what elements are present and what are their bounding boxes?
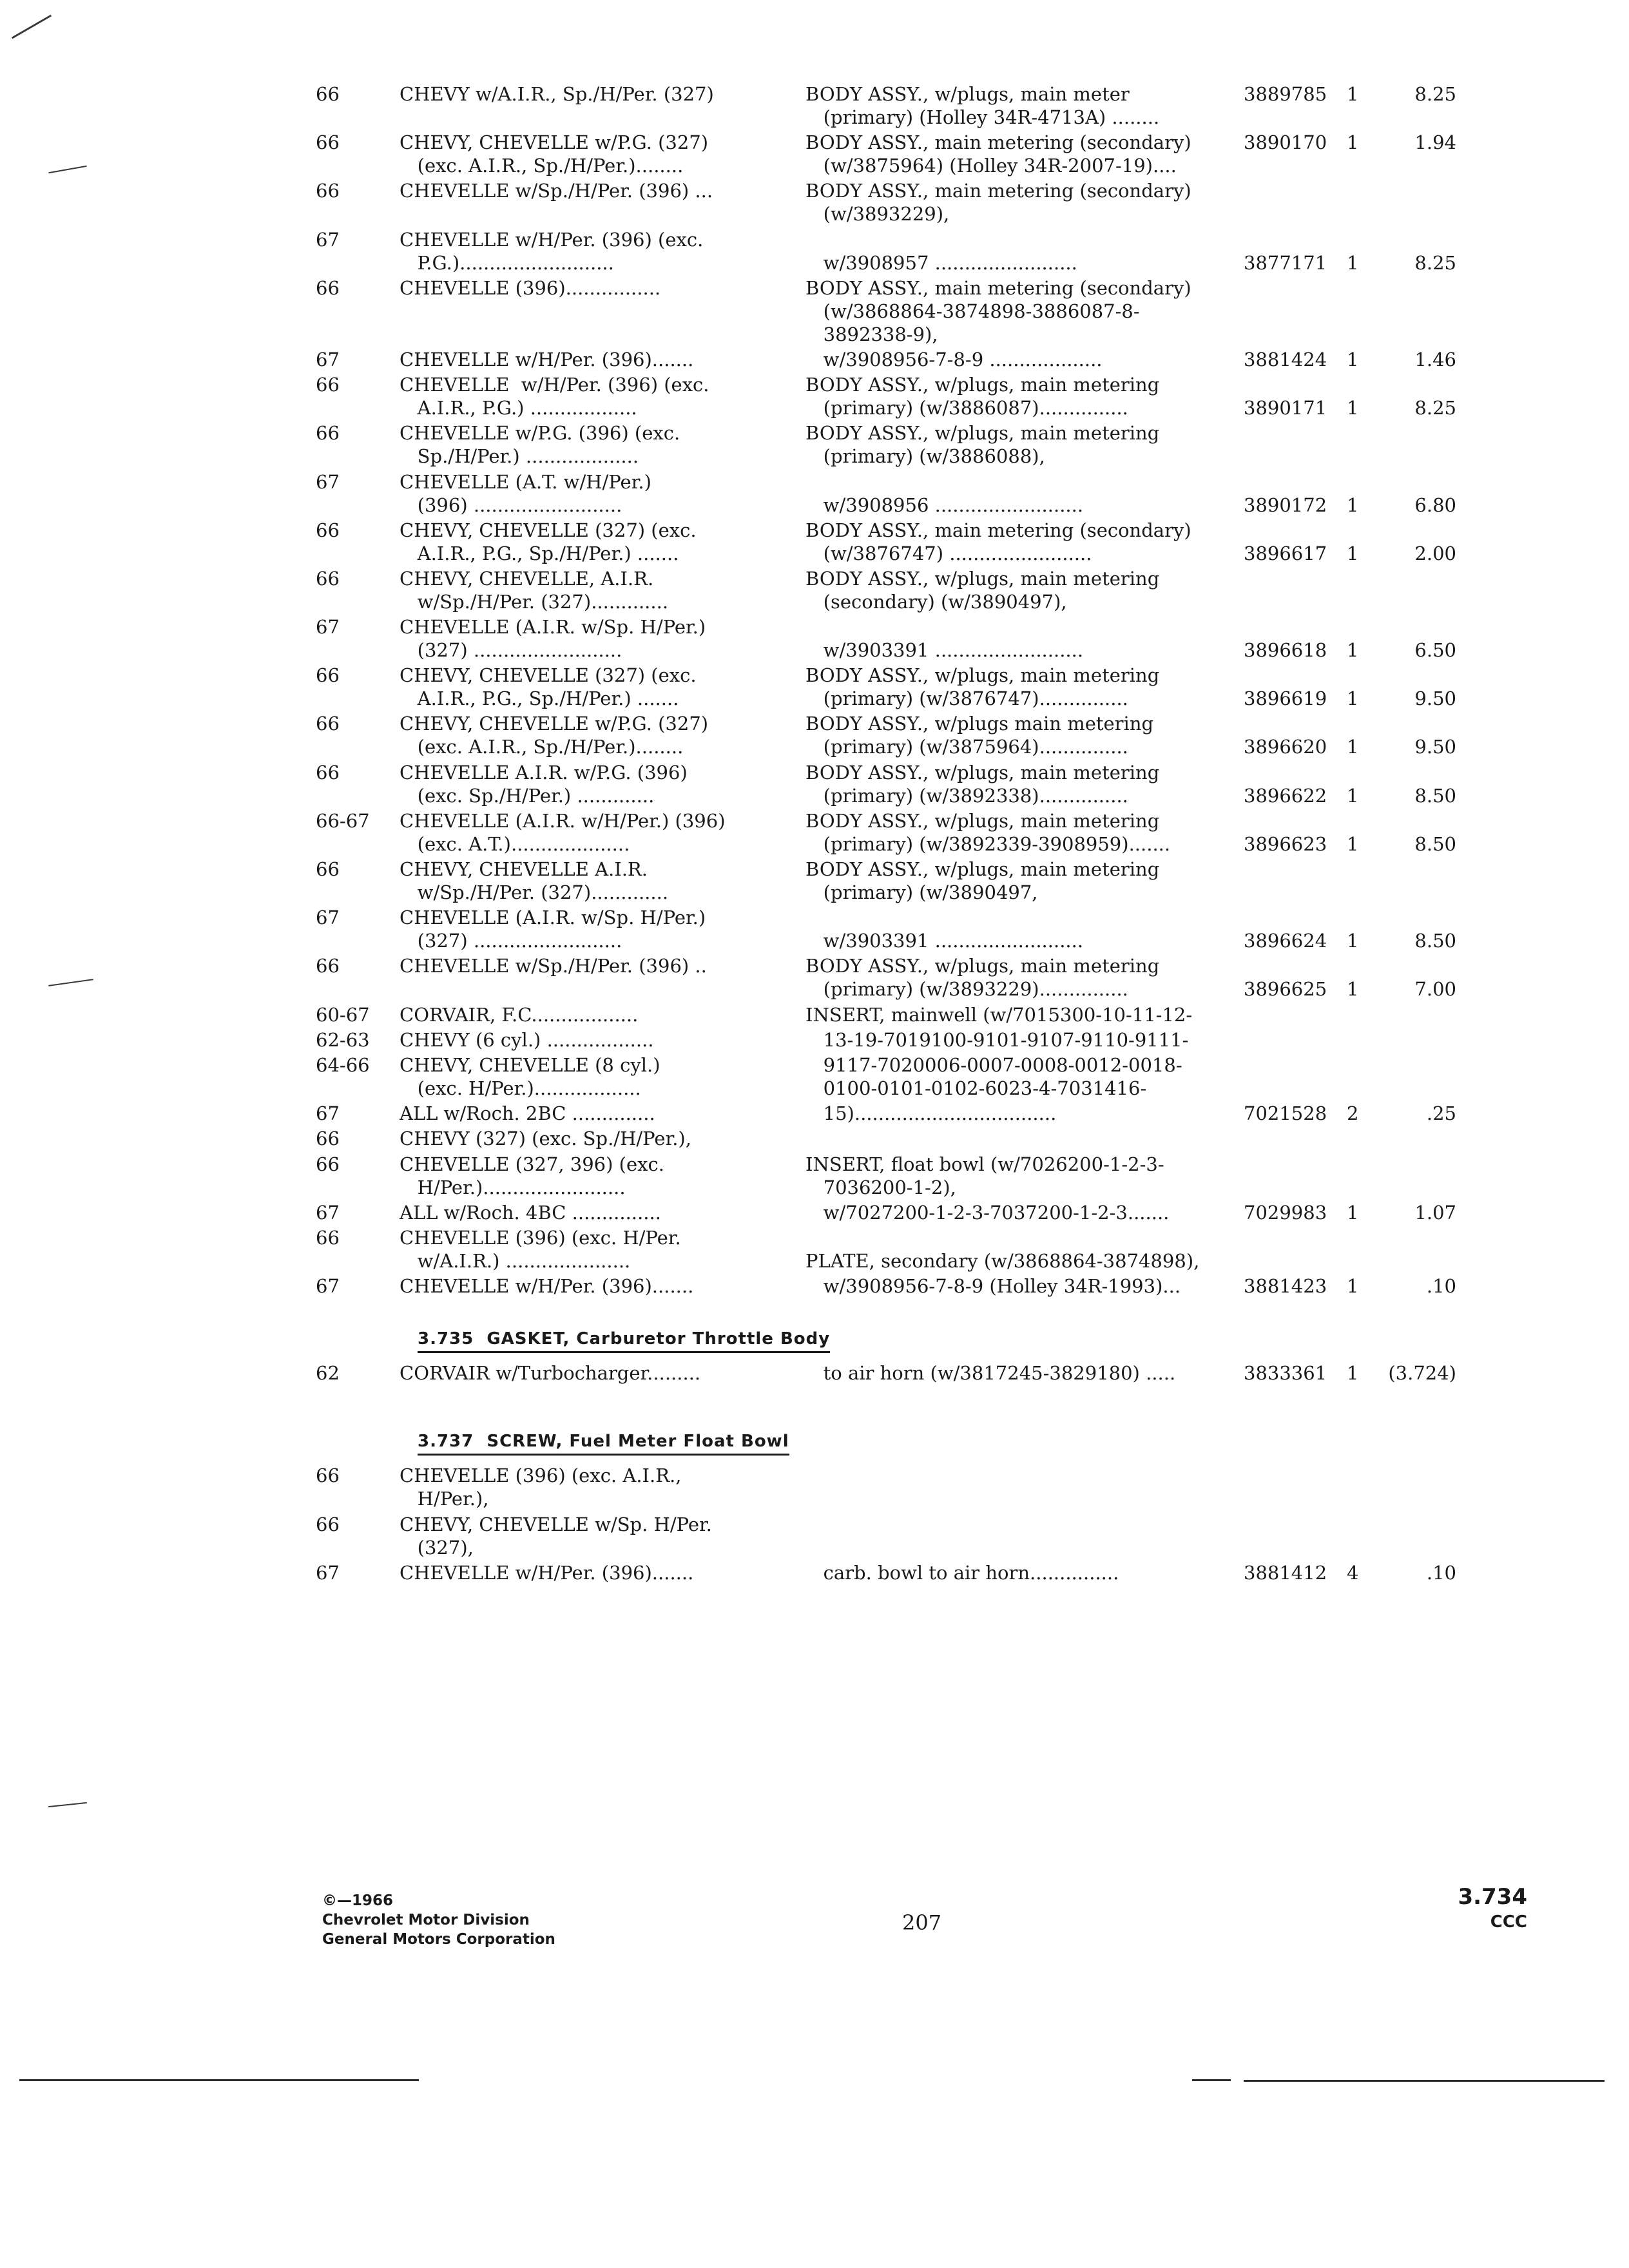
price: 8.25 bbox=[1414, 83, 1456, 105]
description: BODY ASSY., w/plugs, main metering (primary) (w/3890497, bbox=[805, 858, 1160, 903]
part-number: 3896623 bbox=[1244, 832, 1327, 855]
quantity: 1 bbox=[1347, 736, 1359, 758]
application: CHEVELLE (327, 396) (exc. H/Per.)........................ bbox=[400, 1153, 664, 1198]
part-number: 3890170 bbox=[1244, 131, 1327, 154]
parts-entry bbox=[0, 761, 1629, 809]
application: CHEVELLE (396)................ bbox=[400, 276, 661, 299]
price: 9.50 bbox=[1414, 736, 1456, 758]
model-year: 66 bbox=[316, 374, 340, 396]
parts-entry bbox=[0, 1513, 1629, 1561]
quantity: 1 bbox=[1347, 784, 1359, 807]
quantity: 1 bbox=[1347, 832, 1359, 855]
price: 8.50 bbox=[1414, 832, 1456, 855]
parts-entry bbox=[0, 348, 1629, 373]
margin-mark bbox=[12, 15, 52, 39]
application: CHEVELLE w/P.G. (396) (exc. Sp./H/Per.) ................... bbox=[400, 422, 680, 468]
description: BODY ASSY., main metering (secondary) (w/3876747) ........................ bbox=[805, 519, 1191, 564]
application: CORVAIR, F.C.................. bbox=[400, 1003, 639, 1026]
application: CHEVY, CHEVELLE w/P.G. (327) (exc. A.I.R., Sp./H/Per.)........ bbox=[400, 713, 709, 758]
parts-entry bbox=[0, 1561, 1629, 1586]
model-year: 66 bbox=[316, 1128, 340, 1150]
price: 9.50 bbox=[1414, 687, 1456, 710]
model-year: 67 bbox=[316, 348, 340, 370]
model-year: 67 bbox=[316, 616, 340, 639]
parts-entry bbox=[0, 567, 1629, 615]
description: to air horn (w/3817245-3829180) ..... bbox=[805, 1362, 1176, 1385]
price: 8.25 bbox=[1414, 397, 1456, 419]
application: CHEVELLE A.I.R. w/P.G. (396) (exc. Sp./H/Per.) ............. bbox=[400, 761, 688, 807]
description: w/3903391 ......................... bbox=[823, 930, 1084, 952]
model-year: 66 bbox=[316, 1153, 340, 1175]
application: CHEVY, CHEVELLE (8 cyl.) (exc. H/Per.).................. bbox=[400, 1053, 660, 1099]
part-number: 3896622 bbox=[1244, 784, 1327, 807]
price: 8.25 bbox=[1414, 251, 1456, 274]
bottom-rule bbox=[1244, 2080, 1605, 2082]
model-year: 66 bbox=[316, 519, 340, 541]
copyright: ©—1966 bbox=[322, 1892, 394, 1909]
model-year: 66 bbox=[316, 1226, 340, 1249]
division-name: Chevrolet Motor Division bbox=[322, 1912, 530, 1928]
bottom-rule bbox=[19, 2079, 419, 2081]
price: 6.50 bbox=[1414, 639, 1456, 662]
price: (3.724) bbox=[1388, 1362, 1456, 1385]
model-year: 66 bbox=[316, 180, 340, 202]
part-number: 3833361 bbox=[1244, 1362, 1327, 1385]
main-entries bbox=[0, 82, 1629, 1300]
part-number: 3877171 bbox=[1244, 251, 1327, 274]
parts-entry bbox=[0, 712, 1629, 760]
application: CHEVELLE w/H/Per. (396) (exc. A.I.R., P.G.) .................. bbox=[400, 374, 709, 419]
model-year: 67 bbox=[316, 1201, 340, 1224]
model-year: 67 bbox=[316, 907, 340, 929]
price: 8.50 bbox=[1414, 784, 1456, 807]
description: BODY ASSY., w/plugs main metering (primary) (w/3875964)............... bbox=[805, 713, 1154, 758]
application: CHEVY, CHEVELLE w/Sp. H/Per. (327), bbox=[400, 1513, 712, 1559]
parts-entry bbox=[0, 421, 1629, 470]
description: w/3908956-7-8-9 ................... bbox=[805, 348, 1103, 370]
parts-entry bbox=[0, 1226, 1629, 1274]
part-number: 3881423 bbox=[1244, 1275, 1327, 1298]
price: 1.07 bbox=[1414, 1201, 1456, 1224]
model-year: 66-67 bbox=[316, 809, 370, 832]
section-heading-screw bbox=[0, 1402, 1629, 1464]
application: CHEVY, CHEVELLE (327) (exc. A.I.R., P.G., Sp./H/Per.) ....... bbox=[400, 519, 697, 564]
parts-entry bbox=[0, 1102, 1629, 1127]
price: .10 bbox=[1426, 1275, 1456, 1298]
quantity: 1 bbox=[1347, 978, 1359, 1001]
application: CHEVELLE (396) (exc. A.I.R., H/Per.), bbox=[400, 1465, 682, 1510]
quantity: 1 bbox=[1347, 348, 1359, 370]
quantity: 1 bbox=[1347, 542, 1359, 564]
parts-entry bbox=[0, 131, 1629, 179]
parts-entry bbox=[0, 1464, 1629, 1512]
description: BODY ASSY., w/plugs, main metering (primary) (w/3892339-3908959)....... bbox=[805, 809, 1171, 855]
part-number: 3889785 bbox=[1244, 83, 1327, 105]
model-year: 66 bbox=[316, 955, 340, 977]
application: CHEVELLE w/Sp./H/Per. (396) .. bbox=[400, 955, 707, 977]
quantity: 1 bbox=[1347, 131, 1359, 154]
price: .25 bbox=[1426, 1102, 1456, 1125]
application: CHEVELLE (A.I.R. w/Sp. H/Per.) (327) ......................... bbox=[400, 907, 706, 952]
quantity: 1 bbox=[1347, 1362, 1359, 1385]
part-number: 3881412 bbox=[1244, 1561, 1327, 1584]
parts-entry bbox=[0, 858, 1629, 906]
description: BODY ASSY., main metering (secondary) (w/3875964) (Holley 34R-2007-19).... bbox=[805, 131, 1191, 177]
quantity: 1 bbox=[1347, 930, 1359, 952]
description: w/3908957 ........................ bbox=[823, 251, 1077, 274]
parts-entry bbox=[0, 179, 1629, 227]
price: 1.94 bbox=[1414, 131, 1456, 154]
model-year: 64-66 bbox=[316, 1053, 370, 1076]
application: CHEVY, CHEVELLE w/P.G. (327) (exc. A.I.R., Sp./H/Per.)........ bbox=[400, 131, 709, 177]
application: CHEVY (327) (exc. Sp./H/Per.), bbox=[400, 1128, 691, 1150]
screw-entries bbox=[0, 1464, 1629, 1586]
parts-entry bbox=[0, 809, 1629, 858]
parts-entry bbox=[0, 373, 1629, 421]
parts-entry bbox=[0, 615, 1629, 664]
parts-entry bbox=[0, 1274, 1629, 1300]
parts-entry bbox=[0, 82, 1629, 131]
description: INSERT, float bowl (w/7026200-1-2-3- 7036200-1-2), bbox=[805, 1153, 1164, 1198]
parts-entry bbox=[0, 276, 1629, 348]
quantity: 1 bbox=[1347, 639, 1359, 662]
model-year: 67 bbox=[316, 470, 340, 493]
price: .10 bbox=[1426, 1561, 1456, 1584]
quantity: 1 bbox=[1347, 1275, 1359, 1298]
corporation-name: General Motors Corporation bbox=[322, 1931, 555, 1948]
description: w/3908956-7-8-9 (Holley 34R-1993)... bbox=[805, 1275, 1181, 1298]
description: 9117-7020006-0007-0008-0012-0018- 0100-0101-0102-6023-4-7031416- bbox=[823, 1053, 1182, 1099]
parts-entry bbox=[0, 1201, 1629, 1226]
quantity: 1 bbox=[1347, 397, 1359, 419]
application: CHEVELLE (A.I.R. w/Sp. H/Per.) (327) ......................... bbox=[400, 616, 706, 662]
model-year: 66 bbox=[316, 664, 340, 687]
description: w/3903391 ......................... bbox=[823, 639, 1084, 662]
part-number: 3890172 bbox=[1244, 494, 1327, 516]
part-number: 7029983 bbox=[1244, 1201, 1327, 1224]
parts-list bbox=[0, 82, 1629, 1586]
description: 15).................................. bbox=[805, 1102, 1057, 1125]
description: BODY ASSY., w/plugs, main metering (primary) (w/3892338)............... bbox=[805, 761, 1160, 807]
model-year: 62 bbox=[316, 1362, 340, 1385]
price: 2.00 bbox=[1414, 542, 1456, 564]
part-number: 3896617 bbox=[1244, 542, 1327, 564]
model-year: 66 bbox=[316, 761, 340, 783]
part-number: 3881424 bbox=[1244, 348, 1327, 370]
quantity: 1 bbox=[1347, 251, 1359, 274]
section-title: 3.737 SCREW, Fuel Meter Float Bowl bbox=[418, 1432, 789, 1456]
parts-entry bbox=[0, 519, 1629, 567]
section-code: CCC bbox=[1490, 1912, 1527, 1932]
description: BODY ASSY., w/plugs, main metering (primary) (w/3876747)............... bbox=[805, 664, 1160, 710]
section-title: 3.735 GASKET, Carburetor Throttle Body bbox=[418, 1329, 830, 1353]
part-number: 3896625 bbox=[1244, 978, 1327, 1001]
quantity: 1 bbox=[1347, 494, 1359, 516]
parts-entry bbox=[0, 1003, 1629, 1028]
publisher-block bbox=[322, 1891, 555, 1949]
description: BODY ASSY., w/plugs, main meter (primary) (Holley 34R-4713A) ........ bbox=[805, 83, 1160, 128]
application: CHEVELLE w/H/Per. (396)....... bbox=[400, 1561, 694, 1584]
model-year: 66 bbox=[316, 713, 340, 735]
application: ALL w/Roch. 4BC ............... bbox=[400, 1201, 661, 1224]
parts-entry bbox=[0, 1053, 1629, 1102]
application: CHEVELLE (A.I.R. w/H/Per.) (396) (exc. A.T.).................... bbox=[400, 809, 726, 855]
description: carb. bowl to air horn............... bbox=[805, 1561, 1119, 1584]
description: BODY ASSY., w/plugs, main metering (primary) (w/3893229)............... bbox=[805, 955, 1160, 1001]
price: 7.00 bbox=[1414, 978, 1456, 1001]
model-year: 67 bbox=[316, 1561, 340, 1584]
part-number: 3890171 bbox=[1244, 397, 1327, 419]
parts-entry bbox=[0, 1028, 1629, 1053]
model-year: 67 bbox=[316, 228, 340, 251]
model-year: 66 bbox=[316, 858, 340, 880]
part-number: 3896619 bbox=[1244, 687, 1327, 710]
parts-entry bbox=[0, 906, 1629, 954]
parts-entry bbox=[0, 1153, 1629, 1201]
price: 6.80 bbox=[1414, 494, 1456, 516]
part-number: 7021528 bbox=[1244, 1102, 1327, 1125]
parts-entry bbox=[0, 1361, 1629, 1387]
model-year: 66 bbox=[316, 1465, 340, 1487]
parts-entry bbox=[0, 954, 1629, 1003]
description: 13-19-7019100-9101-9107-9110-9111- bbox=[805, 1028, 1189, 1051]
parts-entry bbox=[0, 228, 1629, 276]
application: CHEVY (6 cyl.) .................. bbox=[400, 1028, 654, 1051]
parts-entry bbox=[0, 664, 1629, 712]
model-year: 66 bbox=[316, 131, 340, 154]
model-year: 62-63 bbox=[316, 1028, 370, 1051]
description: w/7027200-1-2-3-7037200-1-2-3....... bbox=[805, 1201, 1170, 1224]
description: PLATE, secondary (w/3868864-3874898), bbox=[805, 1249, 1200, 1272]
margin-mark bbox=[48, 1802, 87, 1807]
model-year: 66 bbox=[316, 567, 340, 590]
application: ALL w/Roch. 2BC .............. bbox=[400, 1102, 655, 1125]
application: CHEVY, CHEVELLE, A.I.R. w/Sp./H/Per. (327)............. bbox=[400, 567, 669, 613]
application: CHEVELLE (396) (exc. H/Per. w/A.I.R.) ..................... bbox=[400, 1226, 681, 1272]
section-number: 3.734 bbox=[1458, 1884, 1527, 1910]
model-year: 66 bbox=[316, 1513, 340, 1535]
part-number: 3896618 bbox=[1244, 639, 1327, 662]
application: CHEVELLE w/H/Per. (396) (exc. P.G.).......................... bbox=[400, 228, 704, 274]
application: CHEVELLE w/H/Per. (396)....... bbox=[400, 348, 694, 370]
part-number: 3896620 bbox=[1244, 736, 1327, 758]
quantity: 4 bbox=[1347, 1561, 1359, 1584]
parts-entry bbox=[0, 470, 1629, 519]
price: 8.50 bbox=[1414, 930, 1456, 952]
application: CHEVELLE (A.T. w/H/Per.) (396) ......................... bbox=[400, 470, 651, 516]
application: CHEVY w/A.I.R., Sp./H/Per. (327) bbox=[400, 83, 714, 105]
description: BODY ASSY., main metering (secondary) (w/3893229), bbox=[805, 180, 1191, 226]
description: INSERT, mainwell (w/7015300-10-11-12- bbox=[805, 1003, 1193, 1026]
parts-entry bbox=[0, 1127, 1629, 1152]
description: BODY ASSY., w/plugs, main metering (primary) (w/3886087)............... bbox=[805, 374, 1160, 419]
page-number: 207 bbox=[902, 1910, 942, 1935]
description: BODY ASSY., w/plugs, main metering (secondary) (w/3890497), bbox=[805, 567, 1160, 613]
application: CORVAIR w/Turbocharger......... bbox=[400, 1362, 701, 1385]
description: BODY ASSY., main metering (secondary) (w/3868864-3874898-3886087-8- 3892338-9), bbox=[805, 276, 1191, 345]
quantity: 1 bbox=[1347, 83, 1359, 105]
application: CHEVELLE w/Sp./H/Per. (396) ... bbox=[400, 180, 713, 202]
part-number: 3896624 bbox=[1244, 930, 1327, 952]
model-year: 67 bbox=[316, 1102, 340, 1125]
description: BODY ASSY., w/plugs, main metering (primary) (w/3886088), bbox=[805, 422, 1160, 468]
bottom-rule bbox=[1192, 2079, 1231, 2081]
description: w/3908956 ......................... bbox=[823, 494, 1084, 516]
section-heading-gasket bbox=[0, 1300, 1629, 1361]
price: 1.46 bbox=[1414, 348, 1456, 370]
quantity: 1 bbox=[1347, 1201, 1359, 1224]
model-year: 66 bbox=[316, 83, 340, 105]
model-year: 66 bbox=[316, 422, 340, 445]
section-reference bbox=[1456, 1883, 1527, 1933]
application: CHEVELLE w/H/Per. (396)....... bbox=[400, 1275, 694, 1298]
quantity: 1 bbox=[1347, 687, 1359, 710]
application: CHEVY, CHEVELLE (327) (exc. A.I.R., P.G., Sp./H/Per.) ....... bbox=[400, 664, 697, 710]
model-year: 60-67 bbox=[316, 1003, 370, 1026]
gasket-entries bbox=[0, 1361, 1629, 1387]
application: CHEVY, CHEVELLE A.I.R. w/Sp./H/Per. (327)............. bbox=[400, 858, 669, 903]
model-year: 67 bbox=[316, 1275, 340, 1298]
quantity: 2 bbox=[1347, 1102, 1359, 1125]
model-year: 66 bbox=[316, 276, 340, 299]
